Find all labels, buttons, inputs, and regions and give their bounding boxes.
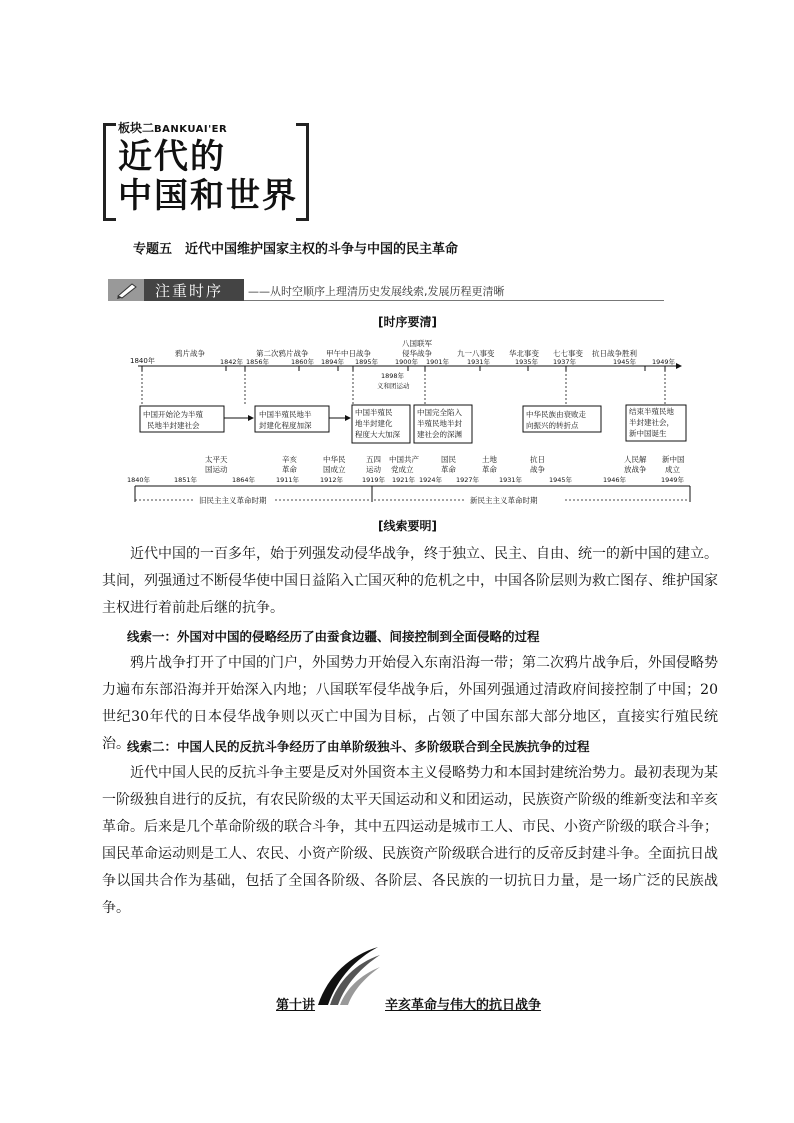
bevent-taiping-1: 太平天 — [205, 455, 228, 464]
year-1949: 1949年 — [652, 358, 676, 366]
byear-1946: 1946年 — [603, 476, 627, 484]
page-title-line1: 近代的 — [118, 137, 226, 177]
period-new-democratic: 新民主主义革命时期 — [470, 496, 538, 505]
byear-1931: 1931年 — [499, 476, 523, 484]
box-1842-line1: 中国开始沦为半殖 — [143, 410, 203, 419]
box-1949-line2: 半封建社会， — [629, 418, 674, 427]
box-1860-line2: 封建化程度加深 — [259, 421, 312, 430]
bevent-may4-1: 五四 — [366, 455, 381, 464]
bevent-prc-1: 新中国 — [662, 455, 685, 464]
box-1901-line3: 建社会的深渊 — [417, 430, 462, 439]
bevent-ccp-2: 党成立 — [391, 465, 414, 474]
year-1856: 1856年 — [246, 358, 270, 366]
clue2-title: 线索二：中国人民的反抗斗争经历了由单阶级独斗、多阶级联合到全民族抗争的过程 — [127, 739, 590, 754]
lecture-number: 第十讲 — [276, 998, 316, 1013]
top-start-year: 1840年 — [130, 357, 155, 365]
byear-1864: 1864年 — [232, 476, 256, 484]
byear-1919: 1919年 — [362, 476, 386, 484]
block-label-pinyin: BANKUAI'ER — [154, 124, 228, 135]
year-1901: 1901年 — [426, 358, 450, 366]
box-1937-line1: 中华民族由衰败走 — [526, 410, 586, 419]
year-1931: 1931年 — [467, 358, 491, 366]
year-1898: 1898年 — [381, 372, 405, 380]
event-victory: 抗日战争胜利 — [592, 349, 637, 358]
bevent-ccp-1: 中国共产 — [389, 455, 419, 464]
bevent-antijapan-1: 抗日 — [530, 455, 545, 464]
clue1-body: 鸦片战争打开了中国的门户，外国势力开始侵入东南沿海一带；第二次鸦片战争后，外国侵略势力遍布东部沿海并开始深入内地；八国联军侵华战争后，外国列强通过清政府间接控制了中国；20世纪30年代的日本侵华战争则以灭亡中国为目标，占领了中国东部大部分地区，直接实行殖民统治。 — [102, 655, 718, 752]
bevent-antijapan-2: 战争 — [530, 465, 545, 474]
box-1937-line2: 向振兴的转折点 — [526, 421, 579, 430]
box-1860-line1: 中国半殖民地半 — [259, 410, 312, 419]
event-sino-japanese-war: 甲午中日战争 — [326, 349, 371, 358]
event-opium-war: 鸦片战争 — [175, 349, 205, 358]
banner-title: 注重时序 — [155, 282, 224, 300]
topic-heading: 专题五 近代中国维护国家主权的斗争与中国的民主革命 — [133, 242, 459, 257]
bevent-may4-2: 运动 — [366, 465, 381, 474]
period-old-democratic: 旧民主主义革命时期 — [199, 496, 267, 505]
bevent-national-2: 革命 — [441, 465, 456, 474]
event-july7: 七七事变 — [553, 349, 583, 358]
lecture-title: 辛亥革命与伟大的抗日战争 — [385, 998, 542, 1013]
event-sept18: 九一八事变 — [457, 349, 495, 358]
year-1935: 1935年 — [515, 358, 539, 366]
block-label-cn: 板块二 — [118, 121, 155, 135]
box-1895-line1: 中国半殖民 — [355, 408, 393, 417]
bevent-national-1: 国民 — [441, 455, 456, 464]
banner-divider — [244, 300, 664, 301]
bevent-prc-2: 成立 — [665, 465, 680, 474]
box-1949-line3: 新中国诞生 — [629, 429, 667, 438]
bevent-roc-2: 国成立 — [323, 465, 346, 474]
byear-1949: 1949年 — [661, 476, 685, 484]
box-1949-line1: 结束半殖民地 — [629, 407, 674, 416]
bevent-xinhai-1: 辛亥 — [282, 455, 297, 464]
event-north-china: 华北事变 — [509, 349, 539, 358]
clue1-title: 线索一：外国对中国的侵略经历了由蚕食边疆、间接控制到全面侵略的过程 — [127, 629, 540, 644]
year-1945: 1945年 — [613, 358, 637, 366]
page-title-line2: 中国和世界 — [118, 176, 298, 216]
byear-1912: 1912年 — [320, 476, 344, 484]
clue2-body: 近代中国人民的反抗斗争主要是反对外国资本主义侵略势力和本国封建统治势力。最初表现为某一阶级独自进行的反抗，有农民阶级的太平天国运动和义和团运动，民族资产阶级的维新变法和辛亥革命。后来是几个革命阶级的联合斗争，其中五四运动是城市工人、市民、小资产阶级的联合斗争；国民革命运动则是工人、农民、小资产阶级、民族资产阶级联合进行的反帝反封建斗争。全面抗日战争以国共合作为基础，包括了全国各阶级、各阶层、各民族的一切抗日力量，是一场广泛的民族战争。 — [102, 765, 718, 916]
byear-1924: 1924年 — [419, 476, 443, 484]
box-1901-line2: 半殖民地半封 — [417, 419, 462, 428]
event-eight-nation-2: 侵华战争 — [402, 349, 432, 358]
boxer-movement-note: 义和团运动 — [377, 382, 410, 390]
box-1895-line3: 程度大大加深 — [355, 430, 400, 439]
timeline-diagram — [125, 334, 695, 514]
byear-1851: 1851年 — [174, 476, 198, 484]
banner-subtitle: ——从时空顺序上理清历史发展线索,发展历程更清晰 — [248, 285, 505, 298]
box-1842-line2: 民地半封建社会 — [147, 421, 200, 430]
byear-1921: 1921年 — [392, 476, 416, 484]
clue-title: [线索要明] — [378, 519, 437, 533]
swoosh-icon — [316, 945, 382, 1007]
bevent-xinhai-2: 革命 — [282, 465, 297, 474]
bevent-taiping-2: 国运动 — [205, 465, 228, 474]
year-1900: 1900年 — [395, 358, 419, 366]
bevent-roc-1: 中华民 — [323, 455, 346, 464]
box-1901-line1: 中国完全陷入 — [417, 408, 462, 417]
year-1842: 1842年 — [220, 358, 244, 366]
year-1895: 1895年 — [355, 358, 379, 366]
year-1860: 1860年 — [291, 358, 315, 366]
bevent-liberation-1: 人民解 — [624, 455, 647, 464]
block-label — [118, 119, 227, 136]
pen-icon — [108, 279, 144, 301]
event-eight-nation: 八国联军 — [402, 339, 432, 348]
bevent-liberation-2: 放战争 — [624, 465, 647, 474]
year-1937: 1937年 — [553, 358, 577, 366]
year-1894: 1894年 — [321, 358, 345, 366]
box-1895-line2: 地半封建化 — [355, 419, 393, 428]
title-bracket-left — [103, 123, 116, 221]
bevent-land-1: 土地 — [482, 455, 497, 464]
timeline-title: [时序要清] — [378, 315, 437, 329]
event-second-opium-war: 第二次鸦片战争 — [256, 349, 309, 358]
byear-1911: 1911年 — [276, 476, 300, 484]
intro-paragraph: 近代中国的一百多年，始于列强发动侵华战争，终于独立、民主、自由、统一的新中国的建立。其间，列强通过不断侵华使中国日益陷入亡国灭种的危机之中，中国各阶层则为救亡图存、维护国家主权进行着前赴后继的抗争。 — [102, 546, 718, 616]
byear-1840: 1840年 — [127, 476, 151, 484]
byear-1945: 1945年 — [549, 476, 573, 484]
bevent-land-2: 革命 — [482, 465, 497, 474]
byear-1927: 1927年 — [456, 476, 480, 484]
